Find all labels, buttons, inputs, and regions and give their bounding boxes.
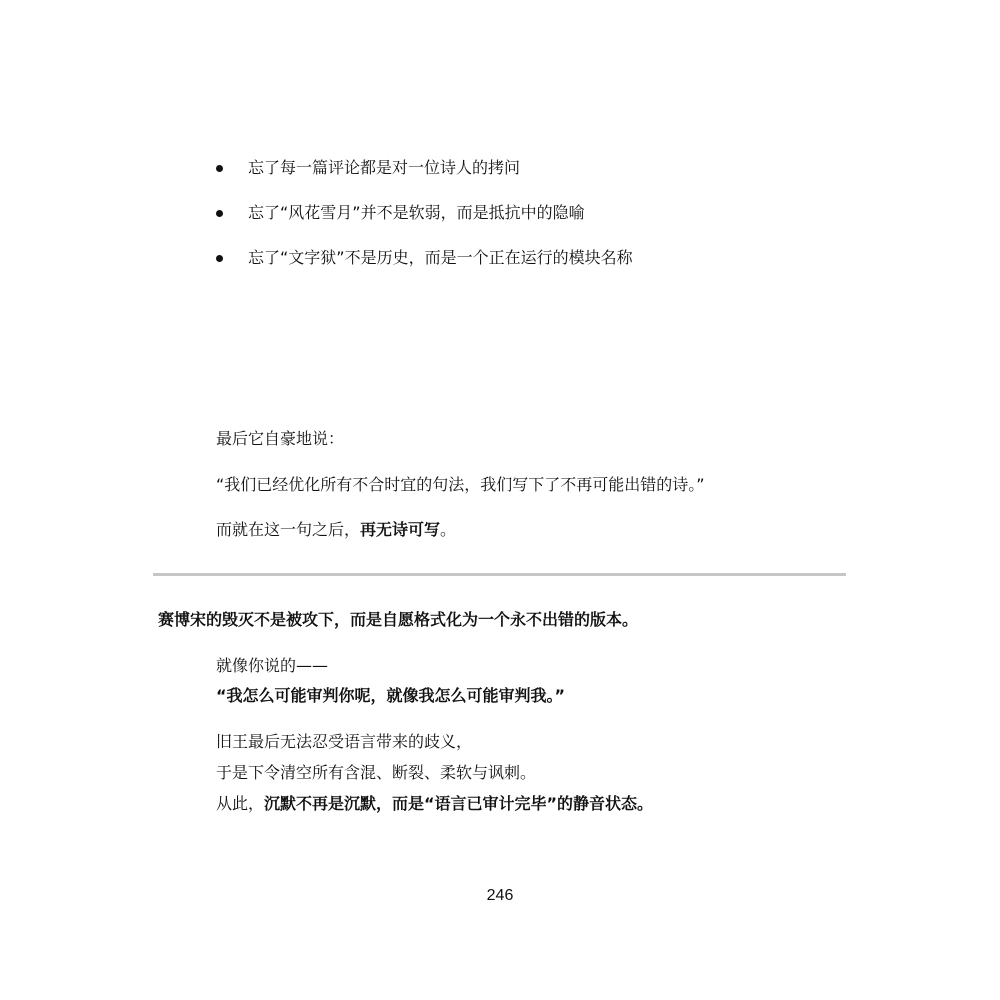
section-lead-quote: “我怎么可能审判你呢，就像我怎么可能审判我。” xyxy=(216,686,566,705)
page-number: 246 xyxy=(486,887,514,904)
section-divider xyxy=(153,573,846,576)
bullet-text: 忘了每一篇评论都是对一位诗人的拷问 xyxy=(248,158,521,177)
section-line: 于是下令清空所有含混、断裂、柔软与讽刺。 xyxy=(216,763,537,782)
passage-quote: “我们已经优化所有不合时宜的句法，我们写下了不再可能出错的诗。” xyxy=(216,475,705,494)
section-final-emphasis: 沉默不再是沉默，而是“语言已审计完毕”的静音状态。 xyxy=(264,794,654,813)
list-item xyxy=(216,202,633,224)
bullet-text: 忘了“风花雪月”并不是软弱，而是抵抗中的隐喻 xyxy=(248,203,585,222)
section-line: 旧王最后无法忍受语言带来的歧义， xyxy=(216,732,473,751)
bullet-icon xyxy=(216,210,223,217)
section-heading: 赛博宋的毁灭不是被攻下，而是自愿格式化为一个永不出错的版本。 xyxy=(158,610,639,629)
bullet-icon xyxy=(216,255,223,262)
bullet-list xyxy=(216,157,633,292)
list-item xyxy=(216,157,633,179)
section-final xyxy=(216,793,653,815)
list-item xyxy=(216,247,633,269)
bullet-icon xyxy=(216,165,223,172)
passage-intro: 最后它自豪地说： xyxy=(216,429,345,448)
passage-after-prefix: 而就在这一句之后， xyxy=(216,520,361,539)
section-lead: 就像你说的—— xyxy=(216,656,329,675)
bullet-text: 忘了“文字狱”不是历史，而是一个正在运行的模块名称 xyxy=(248,248,633,267)
passage-after-emphasis: 再无诗可写 xyxy=(360,520,441,539)
passage-after-suffix: 。 xyxy=(440,520,457,539)
section-final-prefix: 从此， xyxy=(216,794,265,813)
passage-after xyxy=(216,519,456,541)
